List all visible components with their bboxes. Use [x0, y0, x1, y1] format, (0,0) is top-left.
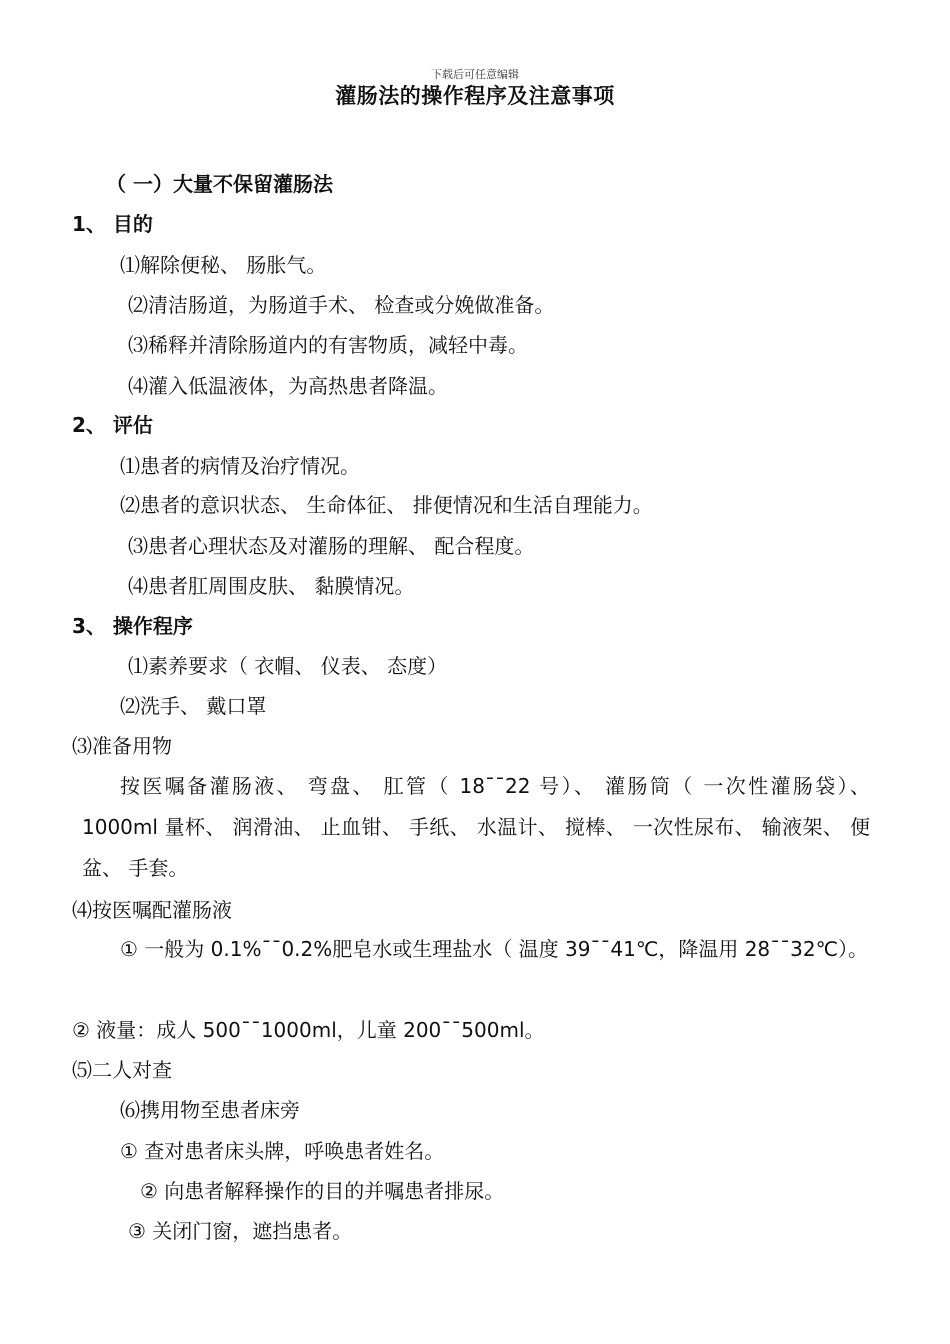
- s1-item-4: ⑷灌入低温液体，为高热患者降温。: [128, 374, 448, 398]
- s3-item-6-b: ② 向患者解释操作的目的并嘱患者排尿。: [140, 1179, 505, 1203]
- section-3-heading: 3、 操作程序: [72, 614, 193, 638]
- s1-item-2: ⑵清洁肠道，为肠道手术、 检查或分娩做准备。: [128, 293, 555, 317]
- page-title: 灌肠法的操作程序及注意事项: [335, 84, 615, 108]
- part-title: （ 一）大量不保留灌肠法: [106, 172, 333, 196]
- s2-item-1: ⑴患者的病情及治疗情况。: [120, 454, 360, 478]
- supplies-paragraph: 按医嘱备灌肠液、 弯盘、 肛管（ 18¯¯22 号）、 灌肠筒（ 一次性灌肠袋）、 1000ml 量杯、 润滑油、 止血钳、 手纸、 水温计、 搅棒、 一次性尿布、 输液架、 便盆、 手套。: [82, 774, 870, 880]
- s1-item-3: ⑶稀释并清除肠道内的有害物质，减轻中毒。: [128, 333, 528, 357]
- s3-item-5: ⑸二人对查: [72, 1058, 172, 1082]
- s3-item-2: ⑵洗手、 戴口罩: [120, 694, 267, 718]
- section-1-heading: 1、 目的: [72, 212, 153, 236]
- volume-line: ② 液量：成人 500¯¯1000ml，儿童 200¯¯500ml。: [72, 1018, 545, 1042]
- s3-item-3: ⑶准备用物: [72, 734, 172, 758]
- s3-item-6-a: ① 查对患者床头牌，呼唤患者姓名。: [120, 1139, 445, 1163]
- s2-item-4: ⑷患者肛周围皮肤、 黏膜情况。: [128, 574, 415, 598]
- s2-item-2: ⑵患者的意识状态、 生命体征、 排便情况和生活自理能力。: [120, 493, 653, 517]
- s1-item-1: ⑴解除便秘、 肠胀气。: [120, 253, 327, 277]
- watermark: 下载后可任意编辑: [431, 68, 519, 81]
- section-2-heading: 2、 评估: [72, 413, 153, 437]
- s2-item-3: ⑶患者心理状态及对灌肠的理解、 配合程度。: [128, 534, 535, 558]
- solution-paragraph: ① 一般为 0.1%¯¯0.2%肥皂水或生理盐水（ 温度 39¯¯41℃，降温用 28¯¯32℃）。: [120, 937, 869, 961]
- s3-item-4: ⑷按医嘱配灌肠液: [72, 898, 232, 922]
- s3-item-1: ⑴素养要求（ 衣帽、 仪表、 态度）: [128, 654, 448, 678]
- s3-item-6-c: ③ 关闭门窗，遮挡患者。: [128, 1219, 353, 1243]
- s3-item-6: ⑹携用物至患者床旁: [120, 1098, 300, 1122]
